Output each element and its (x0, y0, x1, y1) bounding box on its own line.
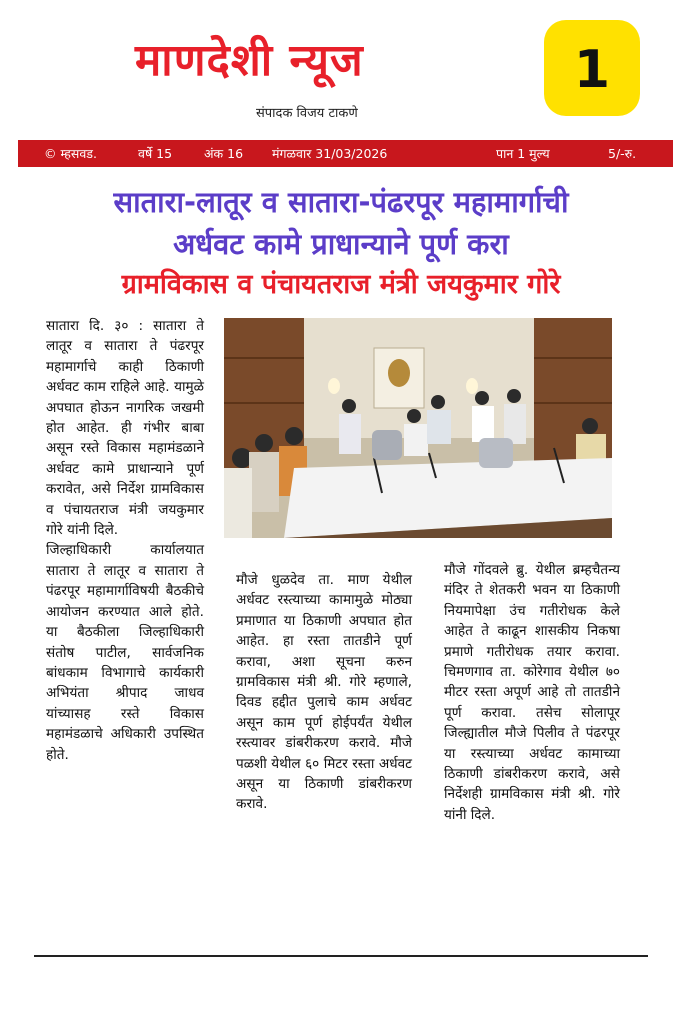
headline-line-1: सातारा-लातूर व सातारा-पंढरपूर महामार्गाची (113, 185, 569, 219)
page-number-badge: 1 (544, 20, 640, 116)
issue-info-bar (18, 140, 673, 167)
article-column-3 (444, 560, 620, 825)
bottom-divider (34, 955, 648, 957)
editor-credit: संपादक विजय टाकणे (256, 106, 358, 121)
article-paragraph: मौजे धुळदेव ता. माण येथील अर्धवट रस्त्याच्या कामामुळे मोठ्या प्रमाणात या ठिकाणी अपघात होत आहेत. हा रस्ता तातडीने पूर्ण करावा, अशा सूचना करुन ग्रामविकास मंत्री श्री. गोरे म्हणाले, दिवड हद्दीत पुलाचे काम अर्धवट असून काम पूर्ण होईपर्यंत येथील रस्त्यावर डांबरीकरण करावे. मौजे पळशी येथील ६० मिटर रस्ता अर्धवट असून या ठिकाणी डांबरीकरण करावे. (236, 572, 412, 813)
year-label: वर्षे 15 (138, 146, 173, 161)
headline-line-2: अर्धवट कामे प्राधान्याने पूर्ण करा (173, 227, 509, 261)
page-price-label: पान 1 मुल्य (496, 146, 550, 161)
article-paragraph: जिल्हाधिकारी कार्यालयात सातारा ते लातूर व सातारा ते पंढरपूर महामार्गाविषयी बैठकीचे आयोजन करण्यात आले होते. या बैठकीला जिल्हाधिकारी संतोष पाटील, सार्वजनिक बांधकाम विभागाचे कार्यकारी अभियंता श्रीपाद जाधव यांच्यासह रस्ते विकास महामंडळाचे अधिकारी उपस्थित होते. (46, 542, 204, 763)
date-label: मंगळवार 31/03/2026 (272, 146, 388, 161)
article-column-2 (236, 570, 412, 815)
headline-subline: ग्रामविकास व पंचायतराज मंत्री जयकुमार गोरे (121, 269, 561, 300)
article-paragraph: मौजे गोंदवले ब्रु. येथील ब्रम्हचैतन्य मंदिर ते शेतकरी भवन या ठिकाणी नियमापेक्षा उंच गतीरोधक केले आहेत ते काढून शासकीय निकषा प्रमाणे गतीरोधक तयार करावा. चिमणगाव ता. कोरेगाव येथील ७० मीटर रस्ता अपूर्ण आहे तो तातडीने पूर्ण करावा. तसेच सोलापूर जिल्ह्यातील मौजे पिलीव ते पंढरपूर या रस्त्याच्या अर्धवट कामाच्या ठिकाणी डांबरीकरण करावे, असे निर्देशही ग्रामविकास मंत्री श्री. गोरे यांनी दिले. (444, 562, 620, 823)
price-label: 5/-रु. (608, 146, 637, 161)
article-column-1 (46, 316, 204, 765)
place-label: © म्हसवड. (44, 146, 97, 161)
meeting-photo (224, 318, 612, 538)
newspaper-masthead: माणदेशी न्यूज (135, 35, 364, 86)
article-paragraph: सातारा दि. ३० : सातारा ते लातूर व सातारा ते पंढरपूर महामार्गाचे काही ठिकाणी अर्धवट काम राहिले आहे. यामुळे अपघात होऊन नागरिक जखमी होत आहेत. ही गंभीर बाबा असून रस्ते विकास महामंडळाने अर्धवट कामे प्राधान्याने पूर्ण करावेत, असे निर्देश ग्रामविकास व पंचायतराज मंत्री जयकुमार गोरे यांनी दिले. (46, 318, 204, 539)
issue-label: अंक 16 (204, 146, 244, 161)
